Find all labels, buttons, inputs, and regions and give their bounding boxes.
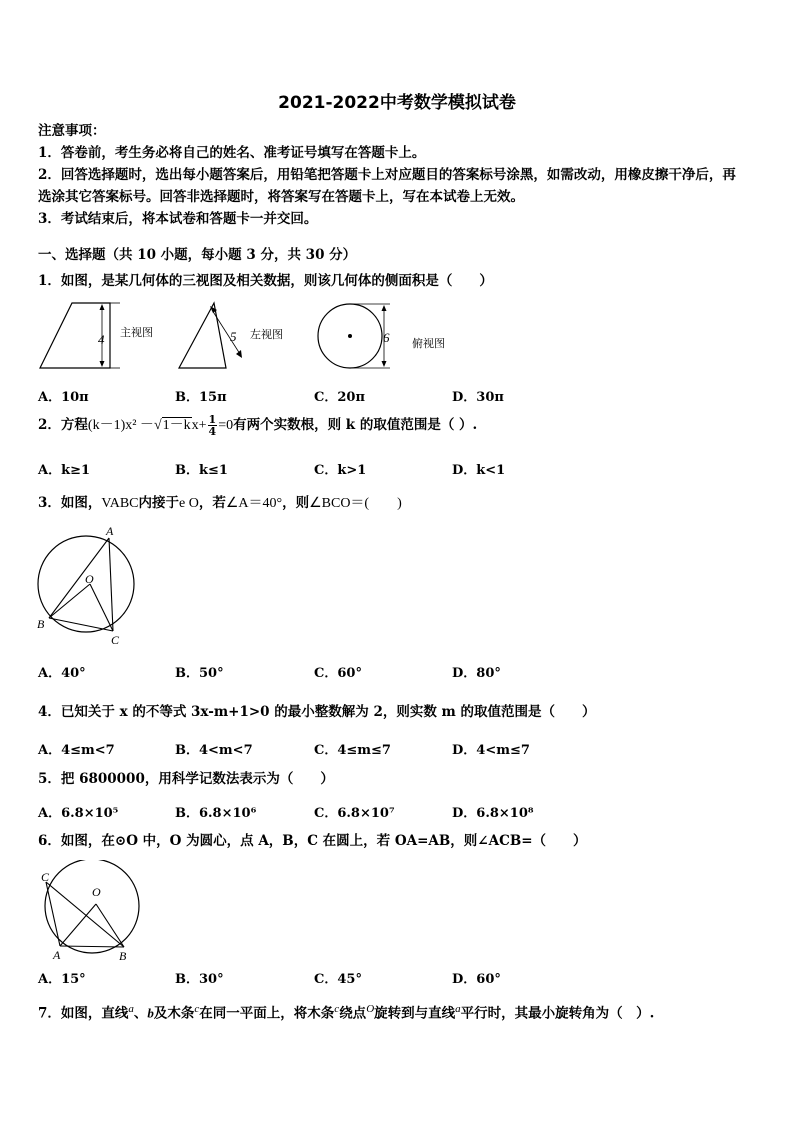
front-dim-label: 4 xyxy=(98,332,105,347)
q3-circle: e O xyxy=(179,496,199,511)
q5-option-d: D．6.8×10⁸ xyxy=(452,806,534,821)
q3-label-a: A xyxy=(106,524,114,538)
q6-label-c: C xyxy=(41,870,50,884)
q2-sqrt: 1－k xyxy=(162,418,191,433)
q5-option-a: A．6.8×10⁵ xyxy=(38,806,119,821)
q1-option-c: C．20π xyxy=(314,390,365,405)
side-view-shape xyxy=(179,303,226,368)
q3-angle: ∠A＝40° xyxy=(225,496,283,511)
notice-item-2-cont: 选涂其它答案标号。回答非选择题时，将答案写在答题卡上，写在本试卷上无效。 xyxy=(38,189,524,205)
q3-option-b: B．50° xyxy=(175,666,224,681)
q3-option-d: D．80° xyxy=(452,666,501,681)
q4-option-d: D．4<m≤7 xyxy=(452,743,530,758)
top-view-label: 俯视图 xyxy=(412,337,445,350)
q3-label-c: C xyxy=(111,633,120,647)
q4-option-c: C．4≤m≤7 xyxy=(314,743,391,758)
q2-option-d: D．k<1 xyxy=(452,463,506,478)
q6-label-o: O xyxy=(92,885,101,899)
q1-option-d: D．30π xyxy=(452,390,504,405)
q6-option-d: D．60° xyxy=(452,972,501,987)
q1-option-b: B．15π xyxy=(175,390,227,405)
notice-item-1: 1．答卷前，考生务必将自己的姓名、准考证号填写在答题卡上。 xyxy=(38,145,426,161)
q6-circle-figure xyxy=(32,860,152,964)
q6-option-b: B．30° xyxy=(175,972,224,987)
q4-text: 4．已知关于 x 的不等式 3x-m+1>0 的最小整数解为 2，则实数 m 的取值范围是（ ） xyxy=(38,704,596,720)
q7-var-a: a xyxy=(128,1003,134,1015)
q7-var-b: b xyxy=(147,1005,154,1021)
q7-var-c2: c xyxy=(334,1003,340,1015)
q2-formula-a: (k－1)x² － xyxy=(87,418,154,433)
page-title: 2021-2022中考数学模拟试卷 xyxy=(278,93,516,113)
q2-option-b: B．k≤1 xyxy=(175,463,228,478)
q2-formula-c: =0 xyxy=(218,418,234,433)
q4-option-a: A．4≤m<7 xyxy=(38,743,115,758)
q6-label-a: A xyxy=(53,948,61,962)
q5-text: 5．把 6800000，用科学记数法表示为（ ） xyxy=(38,771,334,787)
q7-var-c: c xyxy=(194,1003,200,1015)
q7-text: 7．如图，直线$^a$、b及木条$^c$在同一平面上，将木条$^c$绕点$^O$旋转到与直线$^a$平行时，其最小旋转角为（ ）. xyxy=(38,1003,655,1022)
notice-item-2: 2．回答选择题时，选出每小题答案后，用铅笔把答题卡上对应题目的答案标号涂黑，如需改动，用橡皮擦干净后，再 xyxy=(38,167,736,183)
q1-text: 1．如图，是某几何体的三视图及相关数据，则该几何体的侧面积是（ ） xyxy=(38,273,493,289)
q1-option-a: A．10π xyxy=(38,390,89,405)
q5-option-c: C．6.8×10⁷ xyxy=(314,806,395,821)
section-heading: 一、选择题（共 10 小题，每小题 3 分，共 30 分） xyxy=(38,247,357,263)
q3-ask: ∠BCO＝( ) xyxy=(309,496,402,511)
q6-text: 6．如图，在⊙O 中，O 为圆心，点 A，B，C 在圆上，若 OA=AB，则∠ACB=（ ） xyxy=(38,833,587,849)
q3-circle-figure xyxy=(30,522,150,647)
q5-option-b: B．6.8×10⁶ xyxy=(175,806,257,821)
q7-var-o: O xyxy=(366,1003,375,1015)
q2-prefix: 2．方程 xyxy=(38,417,88,433)
side-view-label: 左视图 xyxy=(250,328,283,341)
notice-heading: 注意事项： xyxy=(38,123,106,139)
q2-formula-b: x+ xyxy=(191,418,207,433)
q3-option-c: C．60° xyxy=(314,666,362,681)
q2-suffix: 有两个实数根，则 k 的取值范围是（ ）. xyxy=(233,417,478,433)
q3-text: 3．如图，VABC内接于e O，若∠A＝40°，则∠BCO＝( ) xyxy=(38,495,402,511)
q2-option-c: C．k>1 xyxy=(314,463,367,478)
q3-option-a: A．40° xyxy=(38,666,86,681)
q2-text: 2．方程(k－1)x² －√1－kx+ $\frac{1}{4}$ =0有两个实数根，则 k 的取值范围是（ ）. xyxy=(38,413,478,438)
q3-triangle: VABC xyxy=(101,496,139,511)
q4-option-b: B．4<m<7 xyxy=(175,743,253,758)
q2-option-a: A．k≥1 xyxy=(38,463,91,478)
top-dim-label: 6 xyxy=(383,330,390,345)
q3-label-o: O xyxy=(85,572,94,586)
front-view-label: 主视图 xyxy=(120,326,153,339)
notice-item-3: 3．考试结束后，将本试卷和答题卡一并交回。 xyxy=(38,211,318,227)
q6-option-c: C．45° xyxy=(314,972,362,987)
q2-fraction: $\frac{1}{4}$ xyxy=(208,413,217,438)
q6-label-b: B xyxy=(119,949,127,963)
side-dim-label: 5 xyxy=(230,329,237,344)
q6-option-a: A．15° xyxy=(38,972,86,987)
q7-var-a2: a xyxy=(455,1003,461,1015)
q3-label-b: B xyxy=(37,617,45,631)
